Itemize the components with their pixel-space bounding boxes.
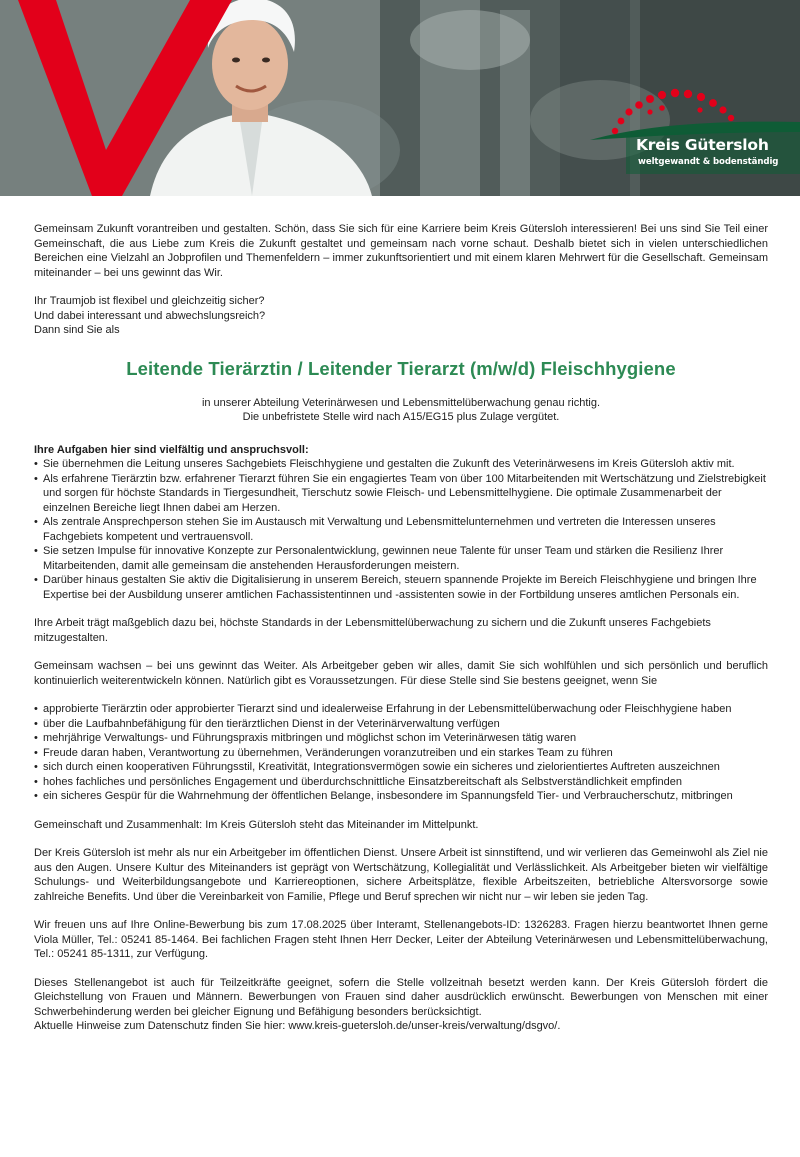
list-item: • Freude daran haben, Verantwortung zu übernehmen, Veränderungen voranzutreiben und ein starkes Team zu führen [34, 746, 768, 761]
tasks-list [34, 457, 768, 602]
job-title: Leitende Tierärztin / Leitender Tierarzt (m/w/d) Fleischhygiene [126, 357, 676, 379]
logo-wordmark: Kreis Gütersloh [636, 136, 769, 154]
community-paragraph: Gemeinschaft und Zusammenhalt: Im Kreis Gütersloh steht das Miteinander im Mittelpunkt. [34, 818, 479, 831]
hero-banner [0, 0, 800, 196]
requirements-list [34, 702, 768, 804]
privacy-note: Aktuelle Hinweise zum Datenschutz finden Sie hier: www.kreis-guetersloh.de/unser-kreis/verwaltung/dsgvo/. [34, 1020, 561, 1032]
list-item: • Als erfahrene Tierärztin bzw. erfahrener Tierarzt führen Sie ein engagiertes Team von über 100 Mitarbeitenden mit Wertschätzung und Zielstrebigkeit und sorgen für höchste Standards in Tiergesundheit, Tierschutz sowie Fleisch- und Lebensmittelhygiene. Die optimale Zusammenarbeit der einzelnen Bereiche liegt Ihnen dabei am Herzen. [34, 472, 768, 516]
list-item: • Sie übernehmen die Leitung unseres Sachgebiets Fleischhygiene und gestalten die Zukunft des Veterinärwesens im Kreis Gütersloh aktiv mit. [34, 457, 768, 472]
job-ad-body [34, 222, 768, 1034]
list-item: • Als zentrale Ansprechperson stehen Sie im Austausch mit Verwaltung und Lebensmittelunternehmen und vertreten die Interessen unseres Fachgebiets kompetent und vertrauensvoll. [34, 515, 768, 544]
list-item: • mehrjährige Verwaltungs- und Führungspraxis mitbringen und möglichst schon im Veterinärwesen tätig waren [34, 731, 768, 746]
list-item: • hohes fachliches und persönliches Engagement und überdurchschnittliche Einsatzbereitschaft als Selbstverständlichkeit empfinden [34, 775, 768, 790]
job-subtitle-line: Die unbefristete Stelle wird nach A15/EG15 plus Zulage vergütet. [242, 411, 560, 423]
closing-paragraph: Dieses Stellenangebot ist auch für Teilzeitkräfte geeignet, sofern die Stelle vollzeitnah besetzt werden kann. Der Kreis Gütersloh fördert die Gleichstellung von Frauen und Männern. Bewerbungen von Frauen sind daher ausdrücklich erwünscht. Bewerbungen von Menschen mit einer Schwerbehinderung werden bei gleicher Eignung und Befähigung besonders berücksichtigt. [34, 976, 768, 1018]
intro-line: Ihr Traumjob ist flexibel und gleichzeitig sicher? [34, 295, 265, 307]
list-item: • ein sicheres Gespür für die Wahrnehmung der öffentlichen Belange, insbesondere im Spannungsfeld Tier- und Verbraucherschutz, mitbringen [34, 789, 768, 804]
intro-line: Und dabei interessant und abwechslungsreich? [34, 309, 266, 322]
growth-paragraph: Gemeinsam wachsen – bei uns gewinnt das Weiter. Als Arbeitgeber geben wir alles, damit Sie sich wohlfühlen und sich persönlich und beruflich kontinuierlich weiterentwickeln können. Natürlich gibt es Voraussetzungen. Für diese Stelle sind Sie bestens geeignet, wenn Sie [34, 660, 768, 687]
impact-paragraph: Ihre Arbeit trägt maßgeblich dazu bei, höchste Standards in der Lebensmittelüberwachung zu sichern und die Zukunft unseres Fachgebiets mitzugestalten. [34, 617, 711, 644]
tasks-heading: Ihre Aufgaben hier sind vielfältig und anspruchsvoll: [34, 443, 309, 456]
job-subtitle-line: in unserer Abteilung Veterinärwesen und Lebensmittelüberwachung genau richtig. [201, 396, 601, 409]
list-item: • Sie setzen Impulse für innovative Konzepte zur Personalentwicklung, gewinnen neue Talente für unser Team und stärken die Resilienz Ihrer Mitarbeitenden, damit alle gemeinsam die anstehenden Herausforderungen meistern. [34, 544, 768, 573]
intro-line: Dann sind Sie als [34, 324, 120, 336]
list-item: • approbierte Tierärztin oder approbierter Tierarzt sind und idealerweise Erfahrung in der Lebensmittelüberwachung oder Fleischhygiene haben [34, 702, 768, 717]
intro-paragraph: Gemeinsam Zukunft vorantreiben und gestalten. Schön, dass Sie sich für eine Karriere beim Kreis Gütersloh interessieren! Bei uns sind Sie Teil einer Gemeinschaft, die aus Liebe zum Kreis die Zukunft gestaltet und gemeinsam nach vorne schaut. Deshalb bietet sich in vielen unterschiedlichen Bereichen eine Vielzahl an Jobprofilen und Themenfeldern – immer zukunftsorientiert und mit einem klaren Mehrwert für die Gesellschaft. Gemeinsam miteinander – bei uns gewinnt das Wir. [34, 223, 768, 279]
list-item: • sich durch einen kooperativen Führungsstil, Kreativität, Integrationsvermögen sowie ein sicheres und zielorientiertes Auftreten auszeichnen [34, 760, 768, 775]
logo-claim: weltgewandt & bodenständig [638, 157, 779, 167]
application-paragraph: Wir freuen uns auf Ihre Online-Bewerbung bis zum 17.08.2025 über Interamt, Stellenangebots-ID: 1326283. Fragen hierzu beantwortet Ihnen gerne Viola Müller, Tel.: 05241 85-1464. Bei fachlichen Fragen steht Ihnen Herr Decker, Leiter der Abteilung Veterinärwesen und Lebensmittelüberwachung, Tel.: 05241 85-1311, zur Verfügung. [34, 919, 768, 960]
list-item: • Darüber hinaus gestalten Sie aktiv die Digitalisierung in unserem Bereich, steuern spannende Projekte im Bereich Fleischhygiene und bringen Ihre Expertise bei der Ausbildung unserer amtlichen Fachassistentinnen und -assistenten sowie in der Fortbildung unseres amtlichen Personals ein. [34, 573, 768, 602]
list-item: • über die Laufbahnbefähigung für den tierärztlichen Dienst in der Veterinärverwaltung verfügen [34, 717, 768, 732]
employer-paragraph: Der Kreis Gütersloh ist mehr als nur ein Arbeitgeber im öffentlichen Dienst. Unsere Arbeit ist sinnstiftend, und wir verlieren das Gemeinwohl als Ziel nie aus den Augen. Unsere Kultur des Miteinanders ist geprägt von Wertschätzung, Kollegialität und Verlässlichkeit. Als Arbeitgeber bieten wir vielfältige Schulungs- und Weiterbildungsangebote und Karriereoptionen, sichere Arbeitsplätze, flexible Arbeitszeiten, betriebliche Altersvorsorge sowie zahlreiche Benefits. Und über die Vereinbarkeit von Familie, Pflege und Beruf sprechen wir nicht nur – wir leben sie jeden Tag. [34, 847, 768, 903]
